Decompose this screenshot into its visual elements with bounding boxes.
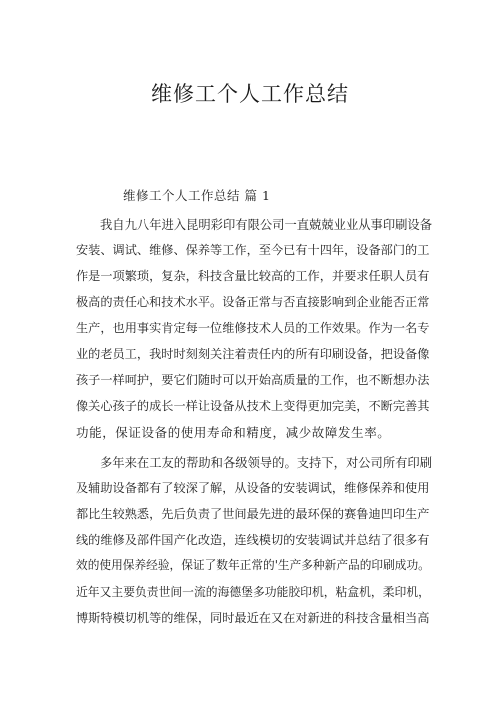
text-line: 我自九八年进入昆明彩印有限公司一直兢兢业业从事印刷设备 [100, 218, 433, 232]
text-line: 功能，保证设备的使用寿命和精度，减少故障发生率。 [76, 425, 391, 440]
text-line: 安装、调试、维修、保养等工作，至今已有十四年，设备部门的工 [76, 243, 430, 257]
text-line: 生产，也用事实肯定每一位维修技术人员的工作效果。作为一名专 [76, 321, 430, 335]
document-title: 维修工个人工作总结 [151, 82, 349, 106]
text-line: 孩子一样呵护，要它们随时可以开始高质量的工作，也不断想办法 [76, 373, 430, 387]
text-line: 博斯特模切机等的维保，同时最近在又在对新进的科技含量相当高 [76, 611, 430, 625]
text-line: 业的老员工，我时时刻刻关注着责任内的所有印刷设备，把设备像 [76, 347, 430, 361]
text-line: 像关心孩子的成长一样让设备从技术上变得更加完美，不断完善其 [76, 399, 430, 413]
text-line: 极高的责任心和技术水平。设备正常与否直接影响到企业能否正常 [76, 295, 430, 309]
text-line: 线的维修及部件国产化改造，连线模切的安装调试并总结了很多有 [76, 533, 430, 547]
text-line: 作是一项繁琐，复杂，科技含量比较高的工作，并要求任职人员有 [76, 269, 430, 283]
text-line: 效的使用保养经验，保证了数年正常的'生产多种新产品的印刷成功。 [76, 558, 430, 572]
text-line: 及辅助设备都有了较深了解，从设备的安装调试，维修保养和使用 [76, 481, 430, 495]
section-heading: 维修工个人工作总结 篇 1 [123, 188, 271, 203]
text-line: 近年又主要负责世间一流的海德堡多功能胶印机，粘盒机，柔印机， [76, 585, 430, 599]
text-line: 都比生较熟悉，先后负责了世间最先进的最环保的赛鲁迪凹印生产 [76, 507, 430, 521]
text-line: 多年来在工友的帮助和各级领导的。支持下，对公司所有印刷 [100, 456, 433, 470]
